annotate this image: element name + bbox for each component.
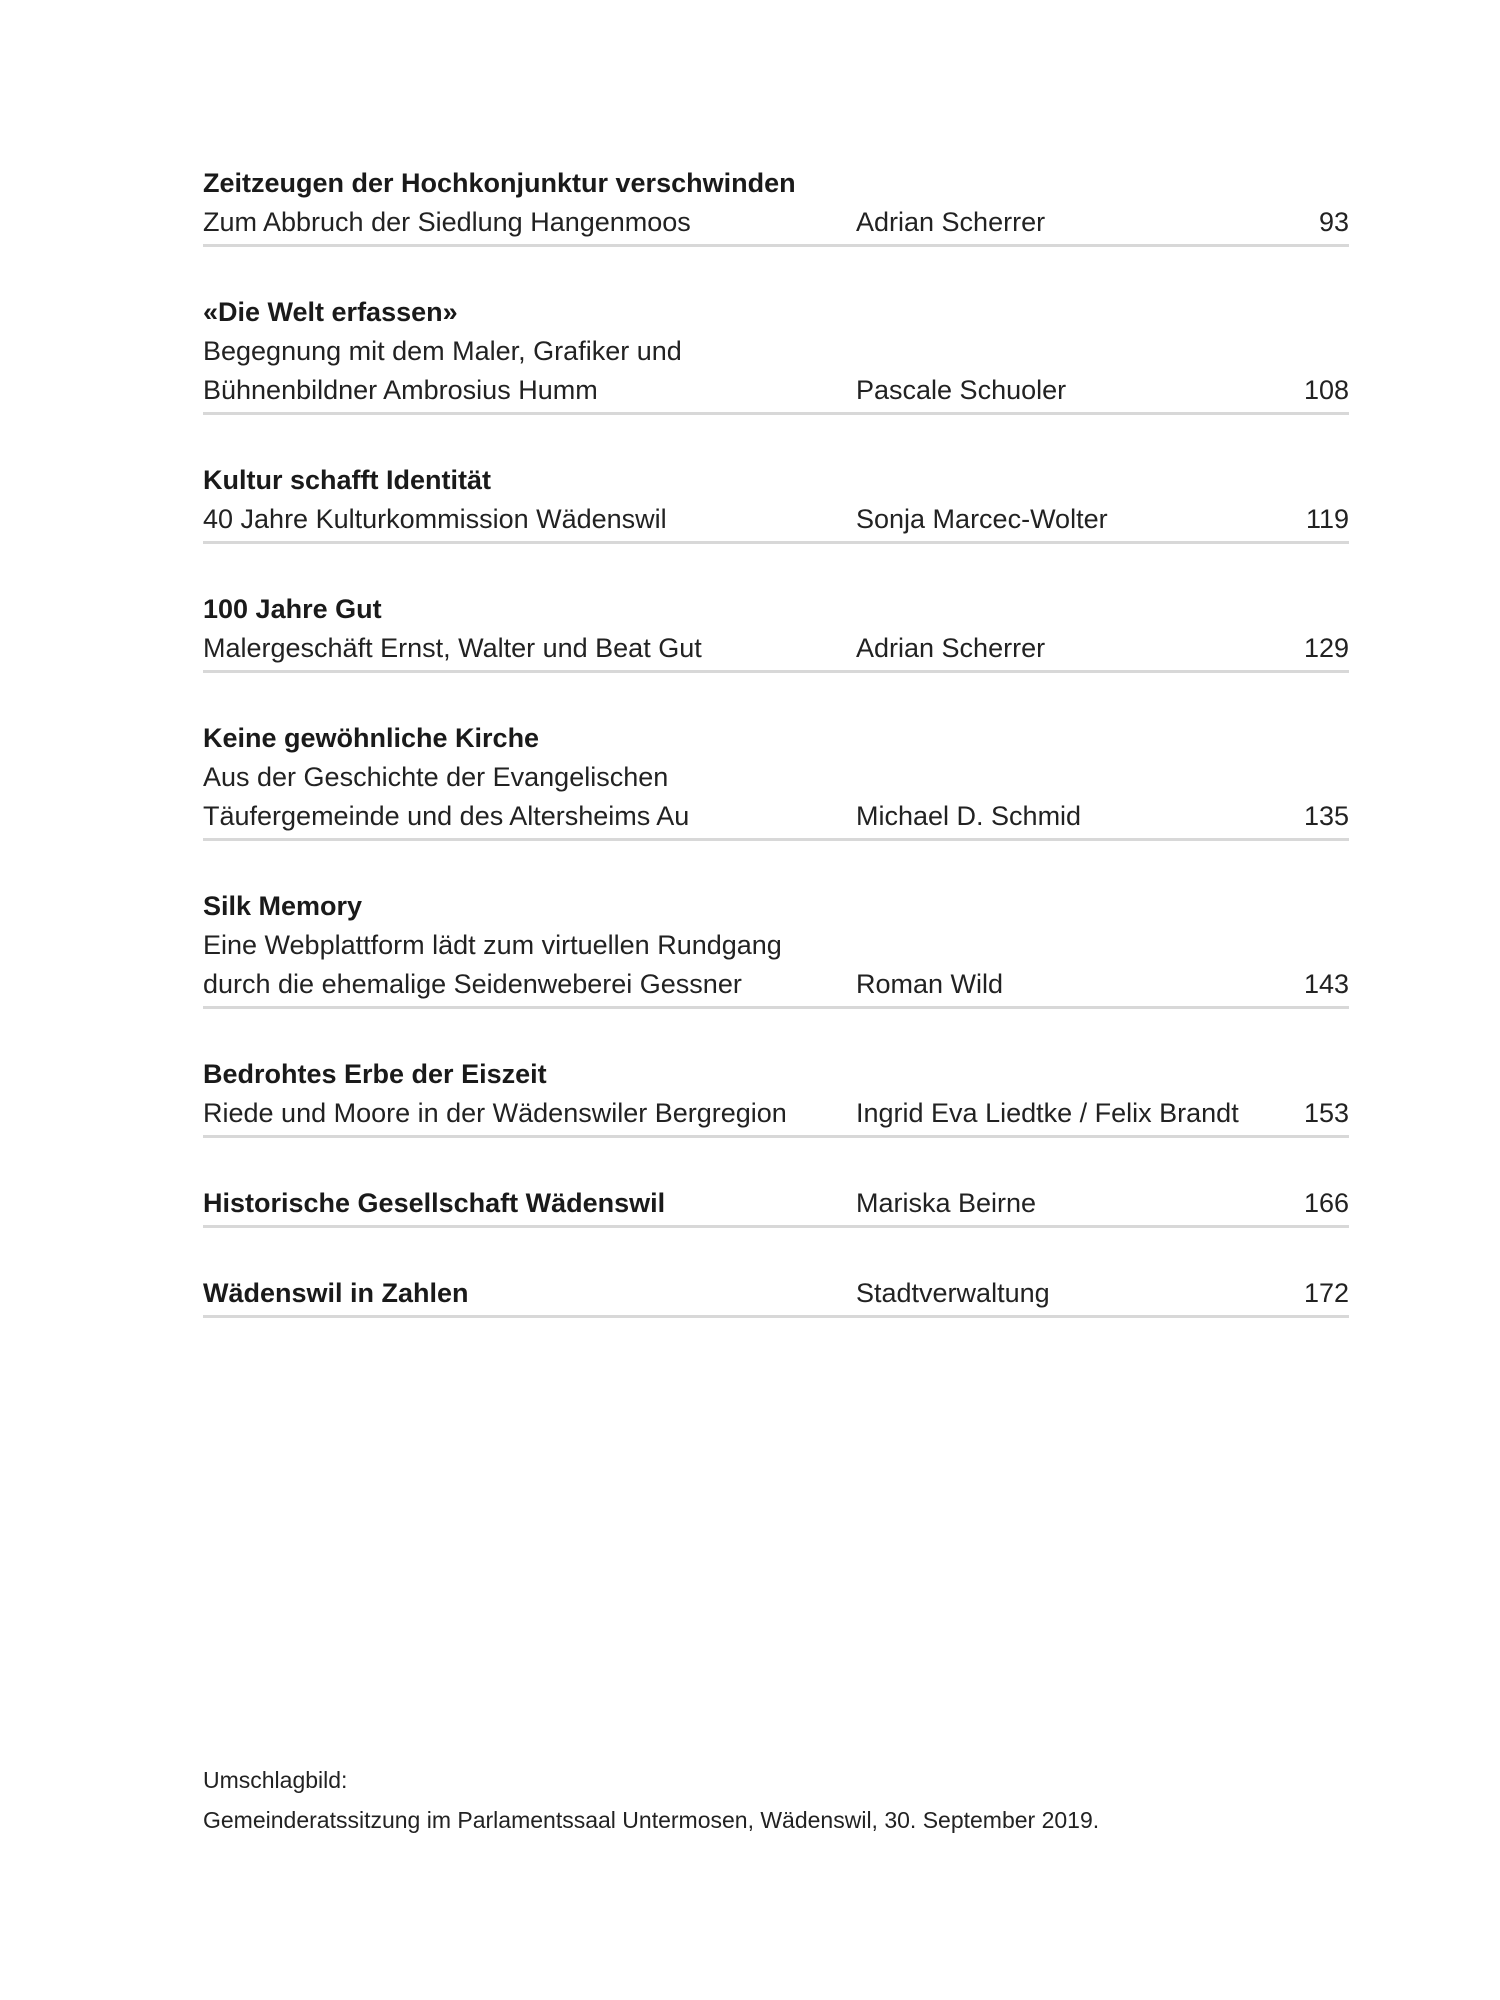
toc-entry: [203, 1274, 1349, 1318]
entry-subtitle-line: [203, 332, 1349, 371]
entry-title: Zeitzeugen der Hochkonjunktur verschwinden: [203, 168, 796, 198]
entry-title: «Die Welt erfassen»: [203, 297, 458, 327]
entry-page-number: 93: [1318, 207, 1349, 237]
entry-subtitle: Bühnenbildner Ambrosius Humm: [203, 375, 598, 405]
entry-title: Bedrohtes Erbe der Eiszeit: [203, 1059, 547, 1089]
entry-author: Stadtverwaltung: [856, 1278, 1050, 1308]
entry-author: Mariska Beirne: [856, 1188, 1037, 1218]
entry-page-number: 143: [1303, 969, 1349, 999]
entry-page-number: 153: [1303, 1098, 1349, 1128]
toc-entry: [203, 590, 1349, 673]
entry-subtitle-line: [203, 629, 1349, 668]
entry-subtitle: durch die ehemalige Seidenweberei Gessner: [203, 969, 742, 999]
entry-subtitle-line: [203, 758, 1349, 797]
toc-entry: [203, 1055, 1349, 1138]
entry-author: Pascale Schuoler: [856, 375, 1067, 405]
entry-title: Keine gewöhnliche Kirche: [203, 723, 540, 753]
entry-page-number: 108: [1303, 375, 1349, 405]
toc-entry: [203, 461, 1349, 544]
entry-subtitle-line: [203, 797, 1349, 836]
entry-subtitle: Täufergemeinde und des Altersheims Au: [203, 801, 690, 831]
entry-subtitle: Riede und Moore in der Wädenswiler Bergregion: [203, 1098, 787, 1128]
entry-subtitle-line: [203, 926, 1349, 965]
entry-subtitle-line: [203, 1094, 1349, 1133]
entry-author: Ingrid Eva Liedtke / Felix Brandt: [856, 1098, 1239, 1128]
toc-entry: [203, 164, 1349, 247]
entry-author: Roman Wild: [856, 969, 1004, 999]
caption-text: Gemeinderatssitzung im Parlamentssaal Untermosen, Wädenswil, 30. September 2019.: [203, 1807, 1100, 1833]
entry-author: Adrian Scherrer: [856, 633, 1046, 663]
entry-author: Michael D. Schmid: [856, 801, 1082, 831]
entry-subtitle: 40 Jahre Kulturkommission Wädenswil: [203, 504, 667, 534]
entry-page-number: 135: [1303, 801, 1349, 831]
entry-page-number: 129: [1303, 633, 1349, 663]
toc-entry: [203, 719, 1349, 841]
entry-title: Historische Gesellschaft Wädenswil: [203, 1188, 666, 1218]
toc-entry: [203, 293, 1349, 415]
entry-subtitle: Aus der Geschichte der Evangelischen: [203, 762, 669, 792]
entry-title: Silk Memory: [203, 891, 363, 921]
entry-page-number: 119: [1305, 504, 1349, 534]
toc-entry: [203, 887, 1349, 1009]
entry-subtitle: Malergeschäft Ernst, Walter und Beat Gut: [203, 633, 702, 663]
entry-author: Sonja Marcec-Wolter: [856, 504, 1108, 534]
entry-title-line: [203, 1184, 1349, 1223]
entry-title: 100 Jahre Gut: [203, 594, 382, 624]
entry-subtitle-line: [203, 500, 1349, 539]
entry-title: Wädenswil in Zahlen: [203, 1278, 469, 1308]
table-of-contents: [203, 164, 1349, 1364]
cover-caption: [203, 1760, 1099, 1840]
entry-author: Adrian Scherrer: [856, 207, 1046, 237]
entry-title: Kultur schafft Identität: [203, 465, 491, 495]
caption-label: Umschlagbild:: [203, 1767, 348, 1793]
entry-subtitle: Eine Webplattform lädt zum virtuellen Rundgang: [203, 930, 782, 960]
entry-subtitle-line: [203, 965, 1349, 1004]
entry-title-line: [203, 1274, 1349, 1313]
entry-subtitle-line: [203, 371, 1349, 410]
entry-page-number: 172: [1303, 1278, 1349, 1308]
entry-subtitle: Zum Abbruch der Siedlung Hangenmoos: [203, 207, 691, 237]
toc-entry: [203, 1184, 1349, 1228]
entry-subtitle: Begegnung mit dem Maler, Grafiker und: [203, 336, 682, 366]
entry-subtitle-line: [203, 203, 1349, 242]
entry-page-number: 166: [1303, 1188, 1349, 1218]
